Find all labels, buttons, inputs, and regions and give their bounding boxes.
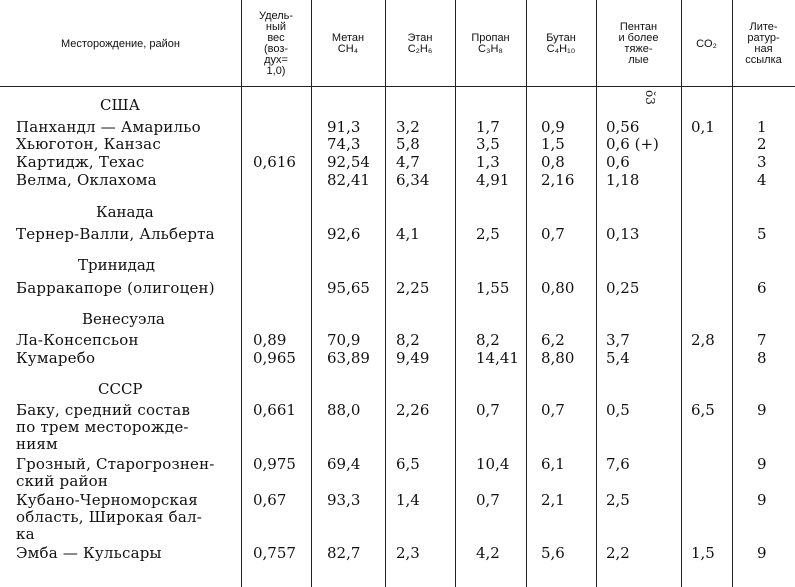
ethane-cell: 8,2: [396, 331, 420, 349]
pentane-plus-cell: 0,5: [606, 401, 630, 419]
field-name-line: Эмба — Кульсары: [16, 544, 162, 562]
field-name: [16, 172, 241, 189]
pentane-plus-cell: 2,5: [606, 491, 630, 509]
reference-cell: 9: [757, 401, 767, 419]
methane-cell: 93,3: [327, 491, 361, 509]
methane-cell: 82,7: [327, 544, 361, 562]
co2-cell: 0,1: [691, 118, 715, 136]
field-name: [16, 280, 241, 297]
header-line: Лите-: [749, 21, 778, 33]
methane-cell: 95,65: [327, 279, 370, 297]
pentane-plus-cell: 3,7: [606, 331, 630, 349]
ethane-cell: 2,3: [396, 544, 420, 562]
field-name: [16, 119, 241, 136]
field-name-line: область, Широкая бал-: [16, 508, 203, 526]
field-name-line: ниям: [16, 435, 58, 453]
column-rule: [455, 0, 456, 587]
specific-gravity-cell: 0,67: [253, 491, 287, 509]
field-name-line: Тернер-Валли, Альберта: [16, 225, 215, 243]
header-line: C₃H₈: [478, 43, 503, 55]
ethane-cell: 4,1: [396, 225, 420, 243]
propane-cell: 1,7: [476, 118, 500, 136]
butane-cell: 6,1: [541, 455, 565, 473]
butane-cell: 2,1: [541, 491, 565, 509]
header-line: Пентан: [619, 21, 658, 33]
methane-cell: 63,89: [327, 349, 370, 367]
column-rule: [385, 0, 386, 587]
butane-cell: 0,80: [541, 279, 575, 297]
header-field: Месторождение, район: [61, 37, 180, 50]
field-name: [16, 456, 241, 490]
propane-cell: 0,7: [476, 401, 500, 419]
specific-gravity-cell: 0,975: [253, 455, 296, 473]
column-rule: [526, 0, 527, 587]
field-name-line: Кубано-Черноморская: [16, 491, 198, 509]
field-name: [16, 545, 241, 562]
propane-cell: 8,2: [476, 331, 500, 349]
butane-cell: 0,7: [541, 401, 565, 419]
butane-cell: 8,80: [541, 349, 575, 367]
header-line: Пропан: [471, 32, 510, 44]
methane-cell: 92,54: [327, 153, 370, 171]
pentane-plus-cell: 2,2: [606, 544, 630, 562]
field-name-line: Велма, Оклахома: [16, 171, 157, 189]
ethane-cell: 2,25: [396, 279, 430, 297]
header-line: ный: [265, 21, 287, 33]
region-heading: США: [100, 96, 140, 114]
header-ethane: [385, 3, 455, 85]
region-heading: СССР: [98, 380, 143, 398]
field-name-line: Ла-Консепсьон: [16, 331, 139, 349]
reference-cell: 7: [757, 331, 767, 349]
field-name: [16, 226, 241, 243]
header-co2: [681, 3, 732, 85]
header-line: дух=: [264, 54, 288, 66]
field-name: [16, 492, 241, 543]
region-heading: Венесуэла: [82, 310, 165, 328]
pentane-plus-cell: 0,56: [606, 118, 640, 136]
header-line: CO₂: [696, 37, 717, 50]
ethane-cell: 6,34: [396, 171, 430, 189]
specific-gravity-cell: 0,965: [253, 349, 296, 367]
butane-cell: 0,8: [541, 153, 565, 171]
propane-cell: 4,2: [476, 544, 500, 562]
header-line: и более: [618, 32, 659, 44]
margin-mark: ŏ3: [643, 90, 657, 105]
header-line: вес: [267, 32, 285, 44]
reference-cell: 2: [757, 135, 767, 153]
specific-gravity-cell: 0,616: [253, 153, 296, 171]
reference-cell: 1: [757, 118, 767, 136]
butane-cell: 0,7: [541, 225, 565, 243]
propane-cell: 0,7: [476, 491, 500, 509]
reference-cell: 9: [757, 544, 767, 562]
header-reference: [732, 3, 795, 85]
pentane-plus-cell: 0,13: [606, 225, 640, 243]
co2-cell: 1,5: [691, 544, 715, 562]
field-name-line: Барракапоре (олигоцен): [16, 279, 215, 297]
column-rule: [681, 0, 682, 587]
header-propane: [455, 3, 526, 85]
propane-cell: 4,91: [476, 171, 510, 189]
region-heading: Тринидад: [78, 256, 156, 274]
ethane-cell: 5,8: [396, 135, 420, 153]
reference-cell: 4: [757, 171, 767, 189]
header-butane: [526, 3, 596, 85]
ethane-cell: 6,5: [396, 455, 420, 473]
propane-cell: 3,5: [476, 135, 500, 153]
butane-cell: 5,6: [541, 544, 565, 562]
column-rule: [596, 0, 597, 587]
field-name-line: по трем месторожде-: [16, 418, 189, 436]
region-heading: Канада: [96, 203, 154, 221]
methane-cell: 69,4: [327, 455, 361, 473]
methane-cell: 70,9: [327, 331, 361, 349]
butane-cell: 0,9: [541, 118, 565, 136]
methane-cell: 74,3: [327, 135, 361, 153]
propane-cell: 2,5: [476, 225, 500, 243]
ethane-cell: 2,26: [396, 401, 430, 419]
butane-cell: 2,16: [541, 171, 575, 189]
field-name-line: Баку, средний состав: [16, 401, 191, 419]
reference-cell: 9: [757, 491, 767, 509]
header-specific-gravity: [241, 3, 311, 85]
field-name: [16, 136, 241, 153]
pentane-plus-cell: 0,6: [606, 153, 630, 171]
butane-cell: 1,5: [541, 135, 565, 153]
pentane-plus-cell: 1,18: [606, 171, 640, 189]
header-line: ссылка: [745, 54, 782, 66]
reference-cell: 3: [757, 153, 767, 171]
header-line: тяже-: [624, 43, 653, 55]
reference-cell: 6: [757, 279, 767, 297]
header-line: ная: [754, 43, 773, 55]
header-line: Удель-: [258, 10, 294, 22]
specific-gravity-cell: 0,89: [253, 331, 287, 349]
header-line: Бутан: [546, 32, 576, 44]
header-line: C₂H₆: [407, 43, 433, 55]
ethane-cell: 9,49: [396, 349, 430, 367]
specific-gravity-cell: 0,757: [253, 544, 296, 562]
pentane-plus-cell: 0,25: [606, 279, 640, 297]
methane-cell: 92,6: [327, 225, 361, 243]
specific-gravity-cell: 0,661: [253, 401, 296, 419]
field-name: [16, 154, 241, 171]
header-pentane-plus: [596, 3, 681, 85]
field-name: [16, 402, 241, 453]
field-name-line: ка: [16, 525, 35, 543]
propane-cell: 1,55: [476, 279, 510, 297]
pentane-plus-cell: 5,4: [606, 349, 630, 367]
propane-cell: 10,4: [476, 455, 510, 473]
column-rule: [241, 0, 242, 587]
reference-cell: 5: [757, 225, 767, 243]
field-name: [16, 350, 241, 367]
co2-cell: 2,8: [691, 331, 715, 349]
ethane-cell: 3,2: [396, 118, 420, 136]
header-line: лые: [628, 54, 649, 66]
reference-cell: 8: [757, 349, 767, 367]
pentane-plus-cell: 7,6: [606, 455, 630, 473]
header-line: C₄H₁₀: [546, 43, 576, 55]
field-name-line: ский район: [16, 472, 109, 490]
butane-cell: 6,2: [541, 331, 565, 349]
pentane-plus-cell: 0,6 (+): [606, 135, 659, 153]
ethane-cell: 1,4: [396, 491, 420, 509]
column-rule: [732, 0, 733, 587]
field-name-line: Панхандл — Амарильо: [16, 118, 201, 136]
methane-cell: 82,41: [327, 171, 370, 189]
header-line: CH₄: [337, 43, 359, 55]
header-line: Этан: [407, 32, 433, 44]
methane-cell: 88,0: [327, 401, 361, 419]
header-line: Метан: [331, 32, 365, 44]
field-name-line: Хьюготон, Канзас: [16, 135, 161, 153]
field-name-line: Кумаребо: [16, 349, 96, 367]
header-line: (воз-: [263, 43, 289, 55]
field-name-line: Картидж, Техас: [16, 153, 145, 171]
header-rule: [0, 86, 795, 87]
header-methane: [311, 3, 385, 85]
propane-cell: 1,3: [476, 153, 500, 171]
header-line: 1,0): [266, 65, 286, 77]
propane-cell: 14,41: [476, 349, 519, 367]
column-rule: [311, 0, 312, 587]
field-name: [16, 332, 241, 349]
co2-cell: 6,5: [691, 401, 715, 419]
header-line: ратур-: [747, 32, 780, 44]
ethane-cell: 4,7: [396, 153, 420, 171]
methane-cell: 91,3: [327, 118, 361, 136]
reference-cell: 9: [757, 455, 767, 473]
field-name-line: Грозный, Старогрознен-: [16, 455, 215, 473]
